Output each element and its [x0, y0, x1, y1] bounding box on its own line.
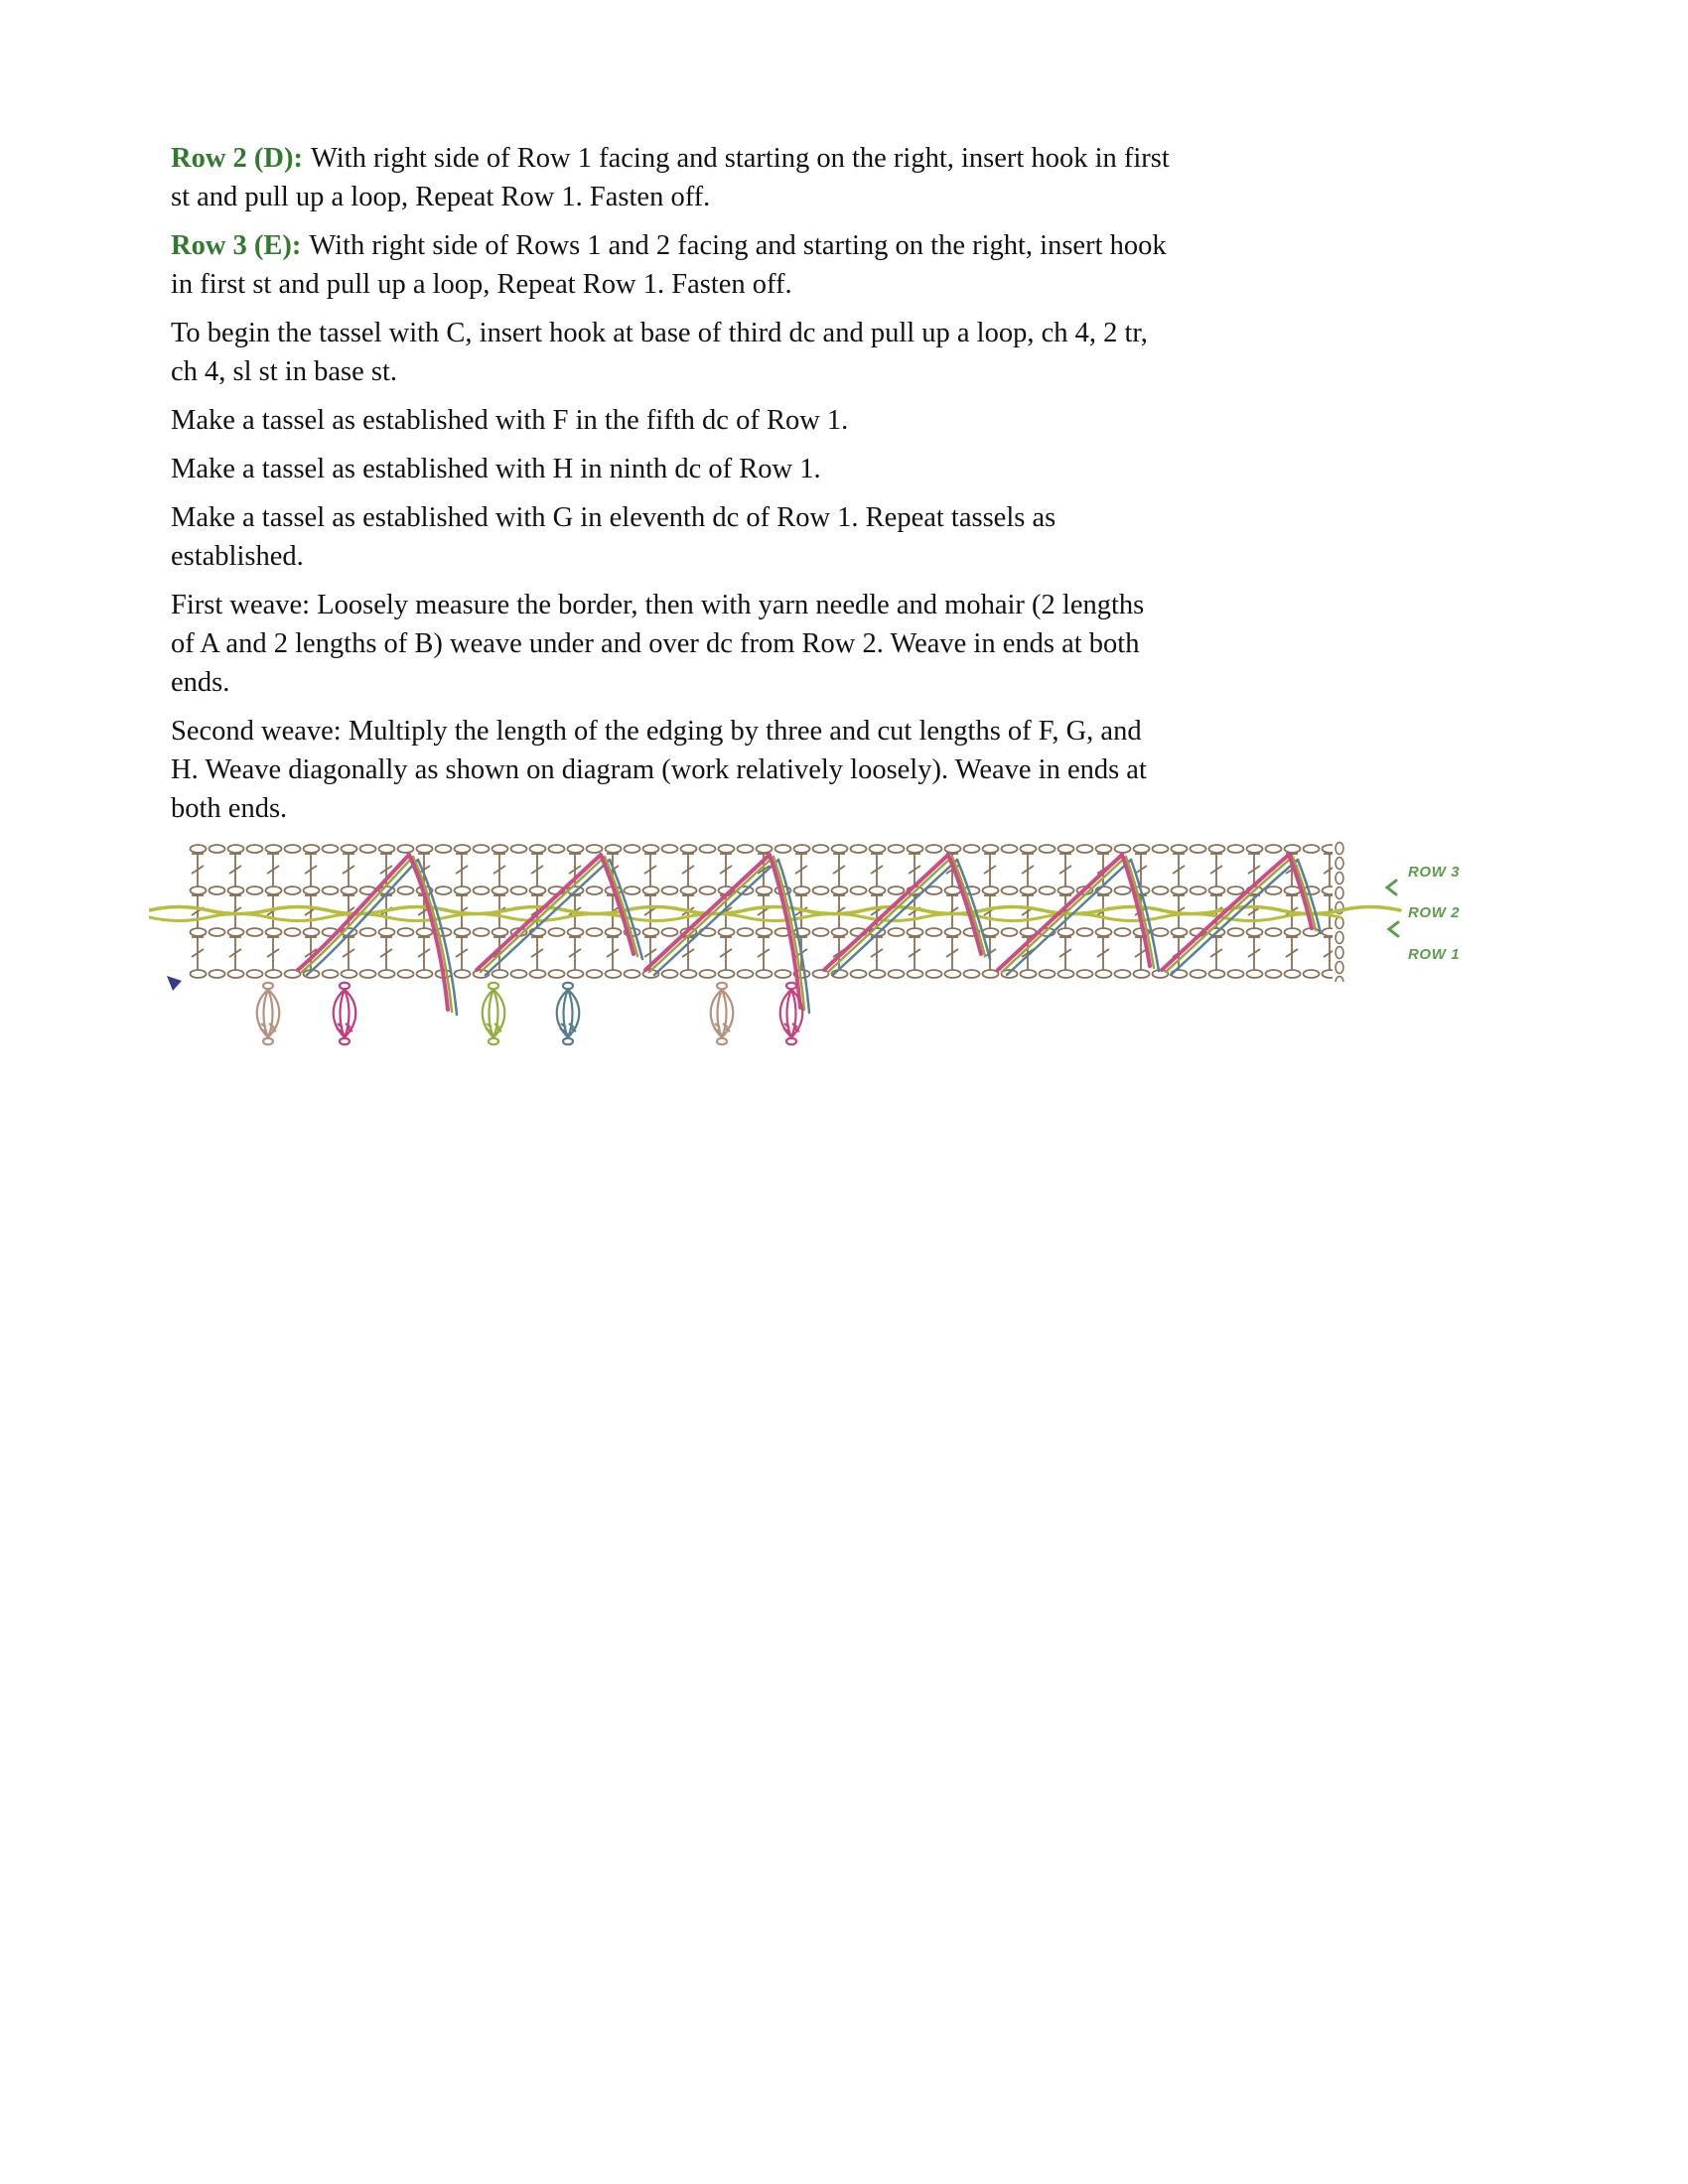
row3-arrow-icon: [1387, 881, 1396, 894]
row3-text: With right side of Rows 1 and 2 facing and starting on the right, insert hook in first st and pull up a loop, Repeat Row 1. Fasten off.: [171, 230, 1167, 300]
tassel-icon: [711, 983, 734, 1044]
row2-arrow-icon: [1389, 922, 1398, 936]
pattern-instructions: [171, 139, 1172, 838]
paragraph-row2: [171, 139, 1172, 216]
crochet-diagram: [149, 839, 1499, 1062]
tassel-icon: [483, 983, 505, 1044]
paragraph-second-weave: Second weave: Multiply the length of the edging by three and cut lengths of F, G, and H. Weave diagonally as shown on diagram (work relatively loosely). Weave in ends at both ends.: [171, 716, 1147, 824]
row2-label: ROW 2: [1408, 904, 1461, 921]
paragraph-first-weave: First weave: Loosely measure the border, then with yarn needle and mohair (2 lengths of A and 2 lengths of B) weave under and over dc from Row 2. Weave in ends at both ends.: [171, 590, 1145, 698]
row1-label: ROW 1: [1408, 946, 1461, 963]
paragraph-tassel-f: Make a tassel as established with F in the fifth dc of Row 1.: [171, 405, 849, 436]
row3-label: ROW 3: [1408, 864, 1461, 881]
paragraph-tassel-c: To begin the tassel with C, insert hook at base of third dc and pull up a loop, ch 4, 2 tr, ch 4, sl st in base st.: [171, 318, 1148, 387]
paragraph-row3: [171, 226, 1172, 304]
row2-text: With right side of Row 1 facing and starting on the right, insert hook in first st and pull up a loop, Repeat Row 1. Fasten off.: [171, 143, 1170, 212]
tassel-icon: [557, 983, 580, 1044]
row2-heading: Row 2 (D):: [171, 143, 303, 174]
tassel-icon: [334, 983, 356, 1044]
start-arrow-icon: [167, 976, 182, 991]
paragraph-tassel-h: Make a tassel as established with H in ninth dc of Row 1.: [171, 454, 821, 484]
tassel-icon: [257, 983, 280, 1044]
row3-heading: Row 3 (E):: [171, 230, 302, 261]
row-labels: [1408, 864, 1460, 963]
paragraph-tassel-g: Make a tassel as established with G in eleventh dc of Row 1. Repeat tassels as established.: [171, 502, 1056, 572]
